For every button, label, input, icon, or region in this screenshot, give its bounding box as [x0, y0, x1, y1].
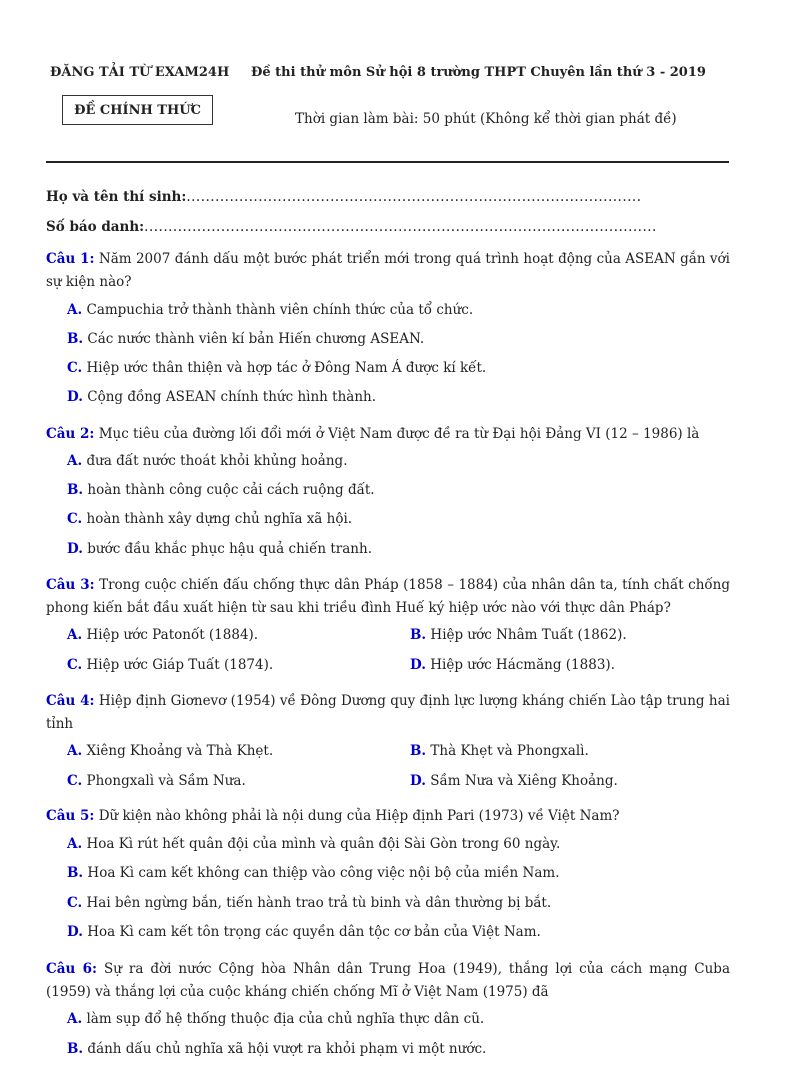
option-letter: A. [67, 1011, 83, 1027]
option-6b [67, 1041, 486, 1057]
option-letter: D. [67, 541, 83, 557]
question-text: Sự ra đời nước Cộng hòa Nhân dân Trung Hoa (1949), thắng lợi của cách mạng Cuba (1959) và thắng lợi của cuộc kháng chiến chống Mĩ ở Việt Nam (1975) đã [46, 961, 730, 1000]
time-note: Thời gian làm bài: 50 phút (Không kể thời gian phát đề) [295, 111, 677, 127]
question-label: Câu 1: [46, 251, 95, 267]
option-text: hoàn thành xây dựng chủ nghĩa xã hội. [86, 511, 353, 527]
option-text: bước đầu khắc phục hậu quả chiến tranh. [87, 541, 372, 557]
question-text: Năm 2007 đánh dấu một bước phát triển mới trong quá trình hoạt động của ASEAN gắn với sự kiện nào? [46, 251, 730, 290]
option-5b [67, 865, 560, 881]
option-letter: B. [410, 743, 427, 759]
option-letter: A. [67, 743, 83, 759]
option-text: Sầm Nưa và Xiêng Khoảng. [430, 773, 618, 789]
question-text: Trong cuộc chiến đấu chống thực dân Pháp (1858 – 1884) của nhân dân ta, tính chất chống phong kiến bắt đầu xuất hiện từ sau khi triều đình Huế ký hiệp ước nào với thực dân Pháp? [46, 577, 731, 616]
question-label: Câu 5: [46, 808, 95, 824]
option-text: Các nước thành viên kí bản Hiến chương ASEAN. [87, 331, 425, 347]
option-6a [67, 1011, 484, 1027]
option-2c [67, 511, 352, 527]
option-text: Hoa Kì cam kết không can thiệp vào công việc nội bộ của miền Nam. [87, 865, 560, 881]
option-letter: D. [410, 773, 426, 789]
official-label: ĐỀ CHÍNH THỨC [74, 102, 201, 118]
option-text: Hiệp ước thân thiện và hợp tác ở Đông Nam Á được kí kết. [86, 360, 487, 376]
exam-title: Đề thi thử môn Sử hội 8 trường THPT Chuyên lần thứ 3 - 2019 [251, 65, 706, 80]
question-4 [46, 690, 730, 736]
source-label: ĐĂNG TẢI TỪ EXAM24H [50, 65, 230, 80]
option-text: Campuchia trở thành thành viên chính thức của tổ chức. [86, 302, 474, 318]
option-text: Hiệp ước Patonốt (1884). [86, 627, 259, 643]
candidate-name-label: Họ và tên thí sinh: [46, 189, 187, 205]
option-letter: A. [67, 453, 83, 469]
option-2b [67, 482, 375, 498]
option-letter: B. [67, 331, 84, 347]
question-text: Mục tiêu của đường lối đổi mới ở Việt Nam được đề ra từ Đại hội Đảng VI (12 – 1986) là [98, 426, 700, 442]
option-letter: D. [410, 657, 426, 673]
option-text: Hiệp ước Giáp Tuất (1874). [86, 657, 274, 673]
option-letter: A. [67, 302, 83, 318]
option-1d [67, 389, 376, 405]
question-3 [46, 574, 730, 620]
question-6 [46, 958, 730, 1004]
option-text: Thà Khẹt và Phongxalì. [430, 743, 589, 759]
option-1c [67, 360, 486, 376]
option-text: Hoa Kì rút hết quân đội của mình và quân đội Sài Gòn trong 60 ngày. [86, 836, 561, 852]
candidate-id-dots: ........................................................................................................... [144, 219, 657, 235]
option-3d [410, 657, 615, 673]
question-text: Dữ kiện nào không phải là nội dung của Hiệp định Pari (1973) về Việt Nam? [98, 808, 620, 824]
question-2 [46, 423, 730, 446]
option-4a [67, 743, 273, 759]
option-letter: C. [67, 895, 83, 911]
option-letter: C. [67, 657, 83, 673]
option-3a [67, 627, 258, 643]
header-divider [46, 161, 729, 163]
option-letter: C. [67, 773, 83, 789]
question-5 [46, 805, 730, 828]
option-letter: B. [67, 482, 84, 498]
option-text: đánh dấu chủ nghĩa xã hội vượt ra khỏi phạm vi một nước. [87, 1041, 487, 1057]
option-5c [67, 895, 551, 911]
option-letter: B. [67, 1041, 84, 1057]
option-2a [67, 453, 347, 469]
option-letter: C. [67, 511, 83, 527]
question-label: Câu 6: [46, 961, 98, 977]
candidate-id-label: Số báo danh: [46, 219, 145, 235]
option-letter: A. [67, 836, 83, 852]
question-label: Câu 2: [46, 426, 95, 442]
option-letter: B. [67, 865, 84, 881]
question-label: Câu 4: [46, 693, 95, 709]
option-1b [67, 331, 424, 347]
option-3c [67, 657, 273, 673]
option-letter: A. [67, 627, 83, 643]
option-text: làm sụp đổ hệ thống thuộc địa của chủ nghĩa thực dân cũ. [86, 1011, 485, 1027]
option-2d [67, 541, 372, 557]
option-4c [67, 773, 246, 789]
candidate-name-field [46, 189, 642, 205]
option-text: đưa đất nước thoát khỏi khủng hoảng. [86, 453, 348, 469]
question-text: Hiệp định Giơnevơ (1954) về Đông Dương quy định lực lượng kháng chiến Lào tập trung hai tỉnh [46, 693, 730, 732]
official-badge [62, 95, 213, 125]
option-letter: D. [67, 924, 83, 940]
option-letter: C. [67, 360, 83, 376]
candidate-name-dots: ............................................................................................... [186, 189, 642, 205]
option-4d [410, 773, 618, 789]
option-text: Hoa Kì cam kết tôn trọng các quyền dân tộc cơ bản của Việt Nam. [87, 924, 541, 940]
option-text: Xiêng Khoảng và Thà Khẹt. [86, 743, 274, 759]
option-letter: D. [67, 389, 83, 405]
option-text: Hiệp ước Nhâm Tuất (1862). [430, 627, 627, 643]
option-text: Cộng đồng ASEAN chính thức hình thành. [87, 389, 377, 405]
option-text: Phongxalì và Sầm Nưa. [86, 773, 246, 789]
candidate-id-field [46, 219, 657, 235]
option-3b [410, 627, 627, 643]
option-text: Hai bên ngừng bắn, tiến hành trao trả tù binh và dân thường bị bắt. [86, 895, 552, 911]
option-text: hoàn thành công cuộc cải cách ruộng đất. [87, 482, 375, 498]
option-4b [410, 743, 589, 759]
option-5d [67, 924, 541, 940]
question-label: Câu 3: [46, 577, 95, 593]
option-letter: B. [410, 627, 427, 643]
question-1 [46, 248, 730, 294]
option-text: Hiệp ước Hácmăng (1883). [430, 657, 615, 673]
option-1a [67, 302, 473, 318]
option-5a [67, 836, 560, 852]
